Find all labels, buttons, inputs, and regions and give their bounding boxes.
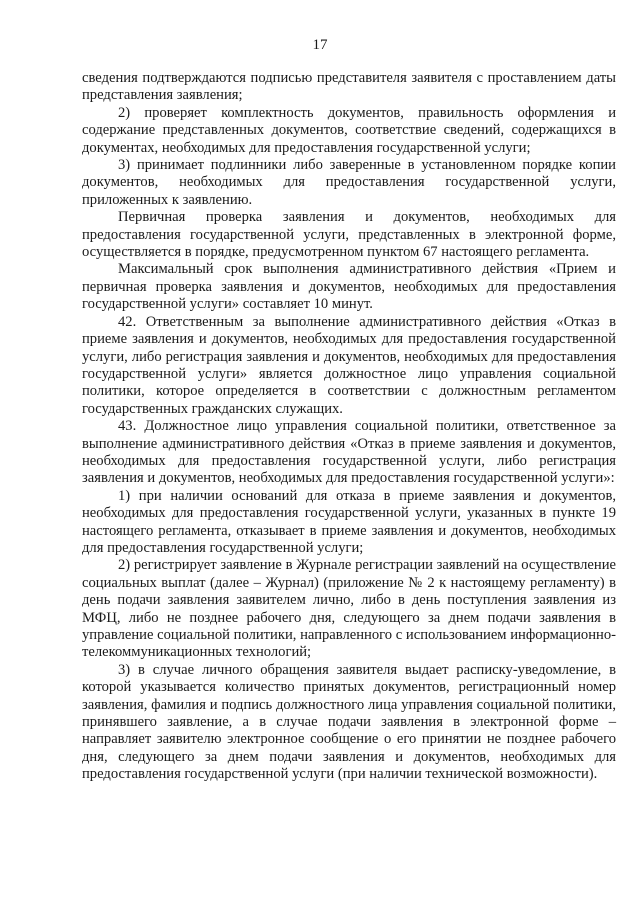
paragraph-43: 43. Должностное лицо управления социальной политики, ответственное за выполнение административного действия «Отказ в приеме заявления и документов, необходимых для предоставления государственной услуги, либо регистрация заявления и документов, необходимых для предоставления государственной услуги»: xyxy=(82,418,616,487)
paragraph-43-item-1: 1) при наличии оснований для отказа в приеме заявления и документов, необходимых для предоставления государственной услуги, указанных в пункте 19 настоящего регламента, отказывает в приеме заявления и документов, необходимых для предоставления государственной услуги; xyxy=(82,487,616,556)
paragraph-item-2: 2) проверяет комплектность документов, правильность оформления и содержание представленных документов, соответствие сведений, содержащихся в документах, необходимых для предоставления государственной услуги; xyxy=(82,104,616,156)
paragraph-continuation: сведения подтверждаются подписью представителя заявителя с проставлением даты представления заявления; xyxy=(82,70,616,104)
paragraph-43-item-2: 2) регистрирует заявление в Журнале регистрации заявлений на осуществление социальных выплат (далее – Журнал) (приложение № 2 к настоящему регламенту) в день подачи заявления заявителем лично, либо в день поступления заявления из МФЦ, либо не позднее рабочего дня, следующего за днем подачи заявления в управление социальной политики, направленного с использованием информационно-телекоммуникационных технологий; xyxy=(82,557,616,661)
paragraph-item-3: 3) принимает подлинники либо заверенные в установленном порядке копии документов, необходимых для предоставления государственной услуги, приложенных к заявлению. xyxy=(82,157,616,208)
page-number: 17 xyxy=(312,37,328,53)
paragraph-electronic-check: Первичная проверка заявления и документов, необходимых для предоставления государственной услуги, представленных в электронной форме, осуществляется в порядке, предусмотренном пунктом 67 настоящего регламента. xyxy=(82,209,616,261)
paragraph-42: 42. Ответственным за выполнение административного действия «Отказ в приеме заявления и документов, необходимых для предоставления государственной услуги, либо регистрация заявления и документов, необходимых для предоставления государственной услуги» является должностное лицо управления социальной политики, которое определяется в соответствии с должностным регламентом государственных гражданских служащих. xyxy=(82,313,616,417)
document-body xyxy=(82,70,616,784)
paragraph-max-duration: Максимальный срок выполнения административного действия «Прием и первичная проверка заявления и документов, необходимых для предоставления государственной услуги» составляет 10 минут. xyxy=(82,261,616,313)
paragraph-43-item-3: 3) в случае личного обращения заявителя выдает расписку-уведомление, в которой указывается количество принятых документов, регистрационный номер заявления, фамилия и подпись должностного лица управления социальной политики, принявшего заявление, а в случае подачи заявления в электронной форме – направляет заявителю электронное сообщение о его принятии не позднее рабочего дня, следующего за днем подачи заявления и документов, необходимых для предоставления государственной услуги (при наличии технической возможности). xyxy=(82,661,616,783)
